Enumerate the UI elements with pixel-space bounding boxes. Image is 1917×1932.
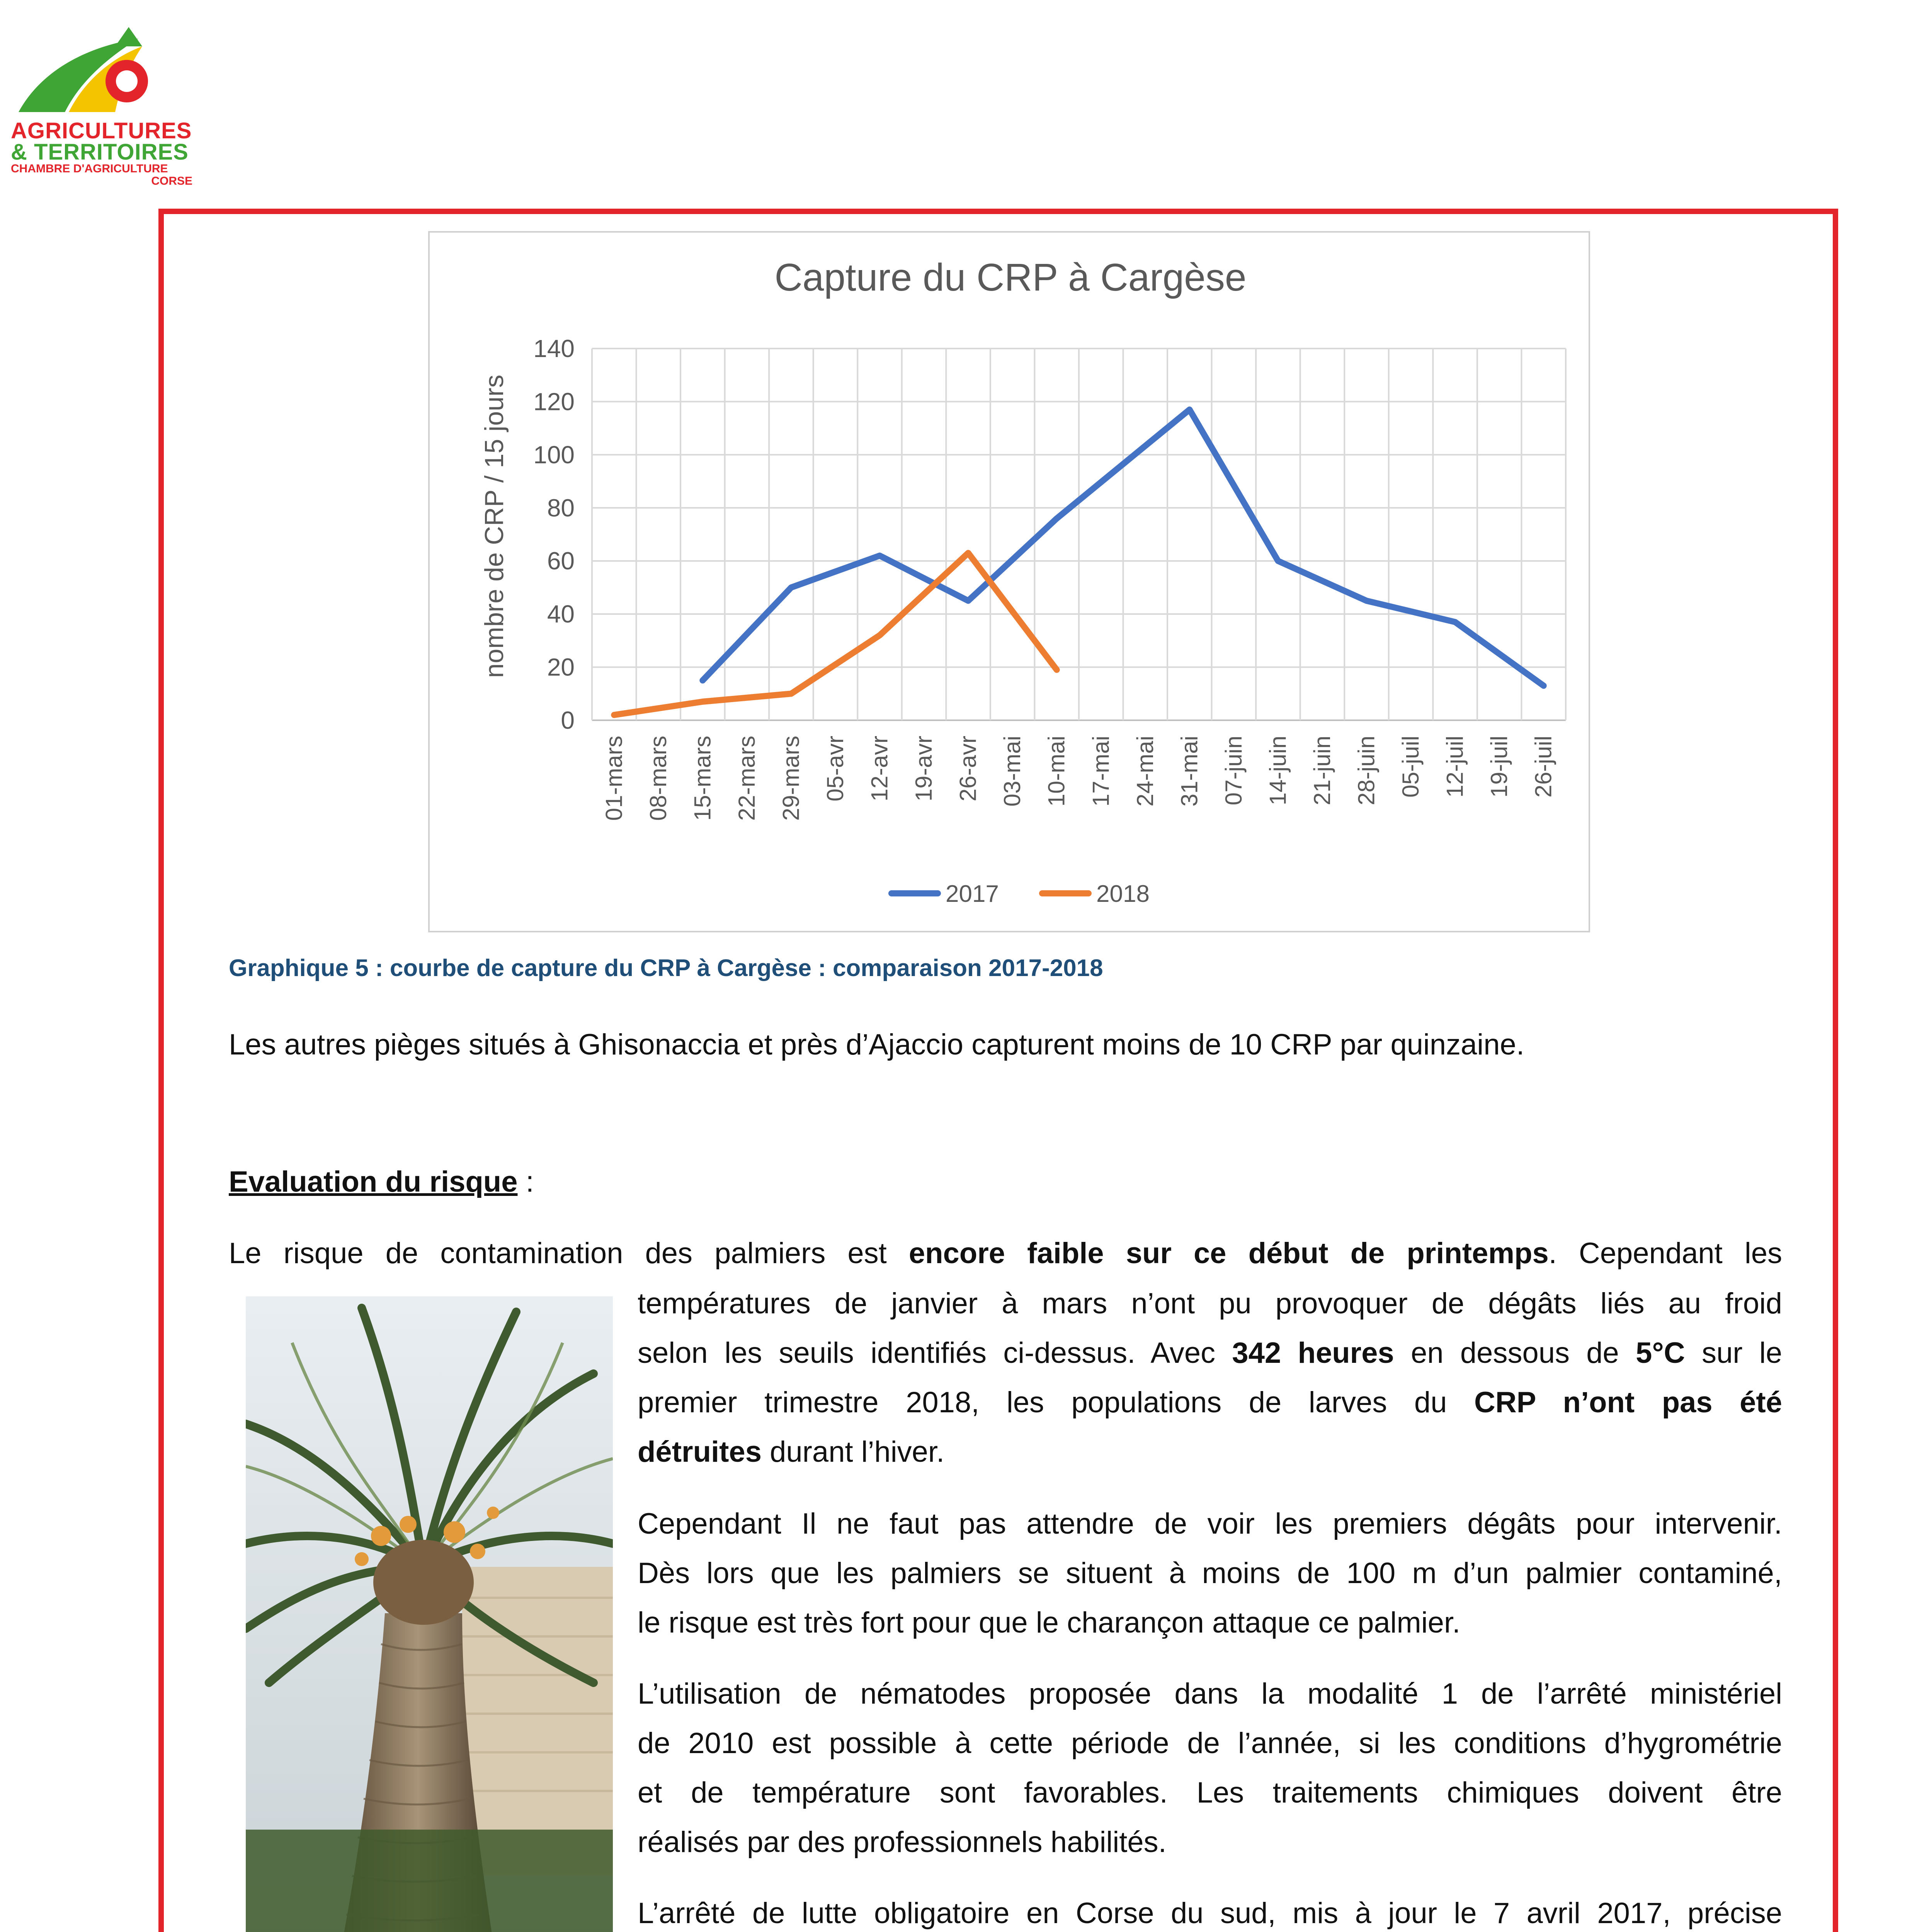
legend-label-2017: 2017 <box>946 881 999 907</box>
x-tick-label: 03-mai <box>999 736 1026 807</box>
y-tick-label: 60 <box>547 547 575 575</box>
y-tick-label: 0 <box>561 706 575 734</box>
risk-bold: détruites <box>638 1435 762 1468</box>
risk-line-5 <box>638 1427 944 1477</box>
logo-line-4: CORSE <box>151 175 192 187</box>
capture-chart-svg <box>430 233 1592 934</box>
data-point-2017 <box>1056 518 1057 519</box>
y-tick-label: 140 <box>533 335 575 362</box>
risk-text: en dessous de <box>1394 1337 1636 1369</box>
data-point-2017 <box>702 680 703 681</box>
x-tick-label: 12-avr <box>866 736 893 802</box>
risk-bold: CRP n’ont pas été <box>1474 1386 1782 1419</box>
x-tick-label: 01-mars <box>601 736 627 821</box>
eval-heading-suffix: : <box>517 1165 534 1198</box>
x-tick-label: 05-juil <box>1398 736 1424 798</box>
risk-line-1 <box>229 1229 1782 1278</box>
x-tick-label: 07-juin <box>1220 736 1247 806</box>
x-tick-label: 28-juin <box>1353 736 1379 806</box>
data-point-2017 <box>1543 685 1544 686</box>
risk-text: durant l’hiver. <box>761 1435 945 1468</box>
x-tick-label: 15-mars <box>689 736 716 821</box>
risk-text: sur le <box>1685 1337 1783 1369</box>
chart-title: Capture du CRP à Cargèse <box>774 256 1247 299</box>
arrete-line-1: L’arrêté de lutte obligatoire en Corse du sud, mis à jour le 7 avril 2017, précise <box>638 1897 1782 1930</box>
x-tick-label: 22-mars <box>733 736 760 821</box>
data-point-2017 <box>968 600 969 601</box>
capture-chart <box>428 231 1590 932</box>
x-tick-label: 10-mai <box>1043 736 1070 807</box>
x-tick-label: 05-avr <box>822 736 848 802</box>
paragraph-autres-pieges: Les autres pièges situés à Ghisonaccia et près d’Ajaccio capturent moins de 10 CRP par quinzaine. <box>229 1028 1524 1061</box>
risk-line-2: températures de janvier à mars n’ont pu provoquer de dégâts liés au froid <box>638 1287 1782 1320</box>
chart-y-axis-label: nombre de CRP / 15 jours <box>480 374 509 678</box>
cependant-line-3: le risque est très fort pour que le charançon attaque ce palmier. <box>638 1606 1461 1639</box>
x-tick-label: 19-avr <box>911 736 937 802</box>
data-point-2017 <box>879 555 880 556</box>
palm-tree-photo <box>246 1296 613 1932</box>
data-point-2018 <box>702 701 703 702</box>
logo-emblem-icon <box>11 23 196 120</box>
x-tick-label: 24-mai <box>1132 736 1158 807</box>
data-point-2018 <box>1056 669 1057 670</box>
risk-bold: 342 heures <box>1232 1337 1394 1369</box>
risk-text: . Cependant les <box>1548 1237 1782 1270</box>
data-point-2017 <box>1189 409 1190 410</box>
nematodes-line-4: réalisés par des professionnels habilités. <box>638 1826 1167 1859</box>
x-tick-label: 31-mai <box>1176 736 1203 807</box>
cependant-line-2: Dès lors que les palmiers se situent à moins de 100 m d’un palmier contaminé, <box>638 1557 1782 1590</box>
risk-bold: encore faible sur ce début de printemps <box>908 1237 1549 1270</box>
nematodes-line-2: de 2010 est possible à cette période de l’année, si les conditions d’hygrométrie <box>638 1727 1782 1760</box>
risk-text: premier trimestre 2018, les populations de larves du <box>638 1386 1474 1419</box>
x-tick-label: 21-juin <box>1309 736 1335 806</box>
x-tick-label: 26-avr <box>955 736 981 802</box>
x-tick-label: 19-juil <box>1486 736 1512 798</box>
y-tick-label: 120 <box>533 388 575 416</box>
logo-line-1: AGRICULTURES <box>11 118 192 143</box>
palm-tree-image-icon <box>246 1296 613 1932</box>
x-tick-label: 26-juil <box>1530 736 1556 798</box>
risk-line-3 <box>638 1328 1782 1378</box>
x-tick-label: 14-juin <box>1265 736 1291 806</box>
x-tick-label: 17-mai <box>1088 736 1114 807</box>
x-tick-label: 12-juil <box>1442 736 1468 798</box>
nematodes-line-1: L’utilisation de nématodes proposée dans la modalité 1 de l’arrêté ministériel <box>638 1677 1782 1710</box>
y-tick-label: 100 <box>533 440 575 469</box>
y-tick-label: 80 <box>547 494 575 522</box>
x-tick-label: 29-mars <box>778 736 804 821</box>
legend-label-2018: 2018 <box>1096 881 1150 907</box>
x-tick-label: 08-mars <box>645 736 671 821</box>
logo-line-3: CHAMBRE D'AGRICULTURE <box>11 162 168 175</box>
nematodes-line-3: et de température sont favorables. Les traitements chimiques doivent être <box>638 1776 1782 1809</box>
chamber-logo <box>11 23 196 185</box>
y-tick-label: 20 <box>547 653 575 681</box>
risk-line-4 <box>638 1378 1782 1427</box>
risk-text: Le risque de contamination des palmiers est <box>229 1237 909 1270</box>
eval-heading-text: Evaluation du risque <box>229 1165 518 1198</box>
data-point-2017 <box>1366 600 1367 601</box>
data-point-2018 <box>879 635 880 636</box>
risk-bold: 5°C <box>1636 1337 1685 1369</box>
chart-caption: Graphique 5 : courbe de capture du CRP à Cargèse : comparaison 2017-2018 <box>229 955 1103 981</box>
y-tick-label: 40 <box>547 600 575 628</box>
cependant-line-1: Cependant Il ne faut pas attendre de voir les premiers dégâts pour intervenir. <box>638 1507 1782 1540</box>
risk-text: selon les seuils identifiés ci-dessus. Avec <box>638 1337 1232 1369</box>
eval-heading <box>229 1157 534 1207</box>
logo-line-2: & TERRITOIRES <box>11 139 189 165</box>
